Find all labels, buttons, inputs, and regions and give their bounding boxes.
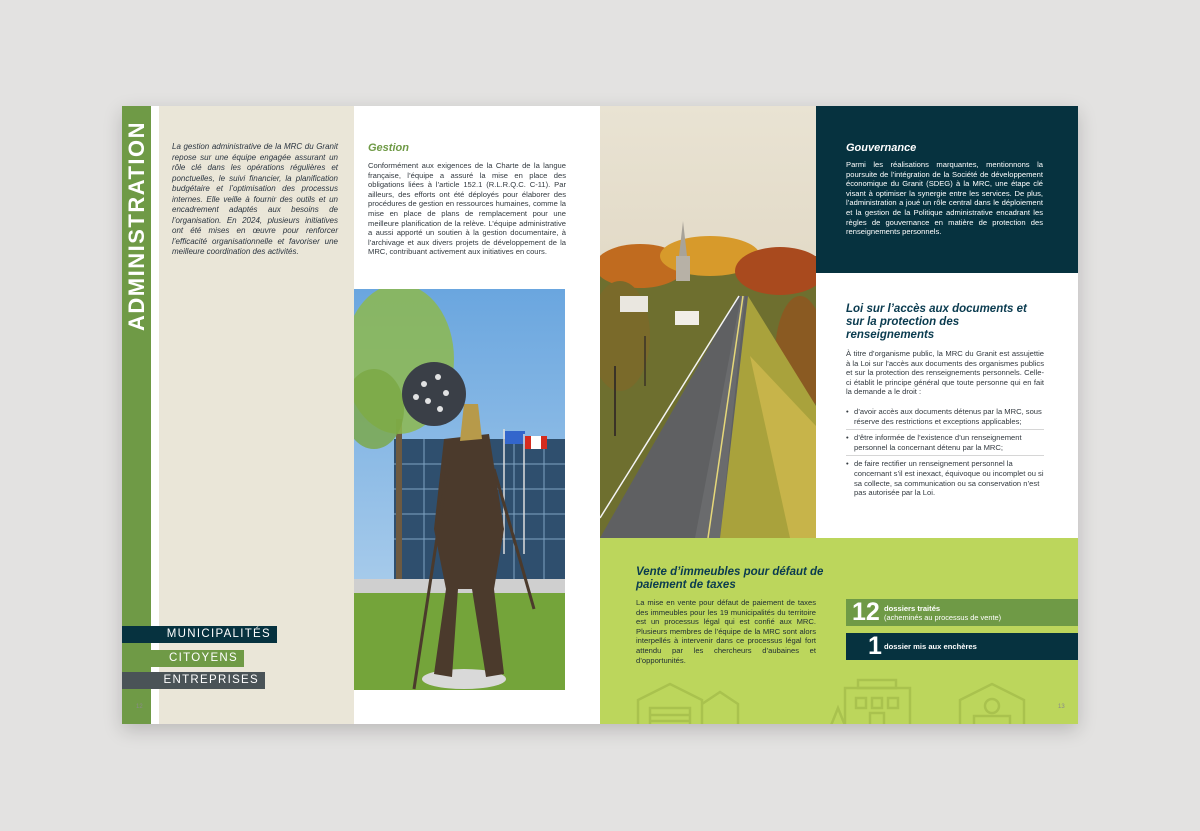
stat-sub-label: (acheminés au processus de vente) — [884, 613, 1002, 622]
loi-heading: Loi sur l’accès aux documents et sur la protection des renseignements — [846, 303, 1027, 341]
gestion-column — [354, 106, 600, 724]
loi-acces-section — [816, 273, 1078, 538]
report-spread — [122, 106, 1078, 724]
gouvernance-box — [816, 106, 1078, 273]
intro-paragraph: La gestion administrative de la MRC du Granit repose sur une équipe engagée assurant un rôle clé dans les opérations régulières et ponctuelles, le suivi financier, la planification budgétaire et l’optimisation des processus internes. Elle veille à fournir des outils et un encadrement adaptés aux besoins de l’organisation. En 2024, plusieurs initiatives ont été mises en œuvre pour renforcer l’efficacité organisationnelle et favoriser une meilleure coordination des activités. — [172, 142, 338, 256]
stat-dossiers-traites — [846, 599, 1078, 626]
gestion-paragraph: Conformément aux exigences de la Charte de la langue française, l’équipe a assuré la mise en place des obligations liées à l’article 152.1 (R.L.R.Q.C. C-11). Par ailleurs, des efforts ont été déployés pour élaborer des procédures de gestion en ressources humaines, comme la mise en place de plans de remplacement pour une meilleure planification de la relève. L’équipe administrative a aussi apporté un soutien à la gestion documentaire, à l’archivage et aux divers projets de développement de la MRC, contribuant activement aux initiatives en cours. — [368, 161, 566, 257]
stat-label: dossier mis aux enchères — [884, 642, 977, 651]
statue-illustration — [354, 289, 565, 690]
gouvernance-paragraph: Parmi les réalisations marquantes, mentionnons la poursuite de l’intégration de la Société de développement économique du Granit (SDEG) à la MRC, une étape clé visant à optimiser la synergie entre les services. De plus, l’administration a joué un rôle central dans le déploiement et la gestion de la Politique administrative encadrant les règles de gouvernance en matière de protection des renseignements personnels. — [846, 160, 1043, 237]
tag-entreprises: ENTREPRISES — [122, 672, 265, 689]
loi-rights-list — [846, 407, 1044, 504]
list-item: • de faire rectifier un renseignement personnel la concernant s’il est inexact, équivoque ou incomplet ou si sa collecte, sa communication ou sa conservation n’est pas autorisée par la Loi. — [846, 459, 1044, 500]
tag-municipalites: MUNICIPALITÉS — [122, 626, 277, 643]
vente-immeubles-section — [600, 538, 1078, 724]
gouvernance-heading: Gouvernance — [846, 142, 917, 154]
tag-citoyens: CITOYENS — [122, 650, 244, 667]
houses-outline-illustration — [600, 678, 1078, 724]
loi-paragraph: À titre d’organisme public, la MRC du Granit est assujettie à la Loi sur l’accès aux documents des organismes publics et sur la protection des renseignements personnels. Celle-ci établit le principe général que toute personne qui en fait la demande a le droit : — [846, 349, 1044, 397]
section-title-vertical: ADMINISTRATION — [124, 120, 149, 331]
gestion-heading: Gestion — [368, 142, 409, 154]
statue-photo — [354, 289, 565, 690]
vente-heading: Vente d’immeubles pour défaut de paiement de taxes — [636, 566, 824, 591]
page-number-left: 12 — [136, 704, 143, 710]
stat-number: 1 — [868, 632, 882, 660]
list-item: • d’être informée de l’existence d’un renseignement personnel la concernant détenu par la MRC; — [846, 433, 1044, 456]
countryside-road-photo — [600, 106, 816, 538]
vente-paragraph: La mise en vente pour défaut de paiement de taxes des immeubles pour les 19 municipalités du territoire est un processus légal qui est confié aux MRC. Plusieurs membres de l’équipe de la MRC sont alors interpellés à intervenir dans ce processus légal fort attendu par les chercheurs d’aubaines et d’opportunités. — [636, 598, 816, 665]
stat-dossier-encheres — [846, 633, 1078, 660]
stat-number: 12 — [852, 598, 880, 626]
road-illustration — [600, 106, 816, 538]
page-number-right: 13 — [1058, 704, 1065, 710]
list-item: • d’avoir accès aux documents détenus par la MRC, sous réserve des restrictions et exceptions applicables; — [846, 407, 1044, 430]
stat-label: dossiers traités — [884, 604, 941, 613]
